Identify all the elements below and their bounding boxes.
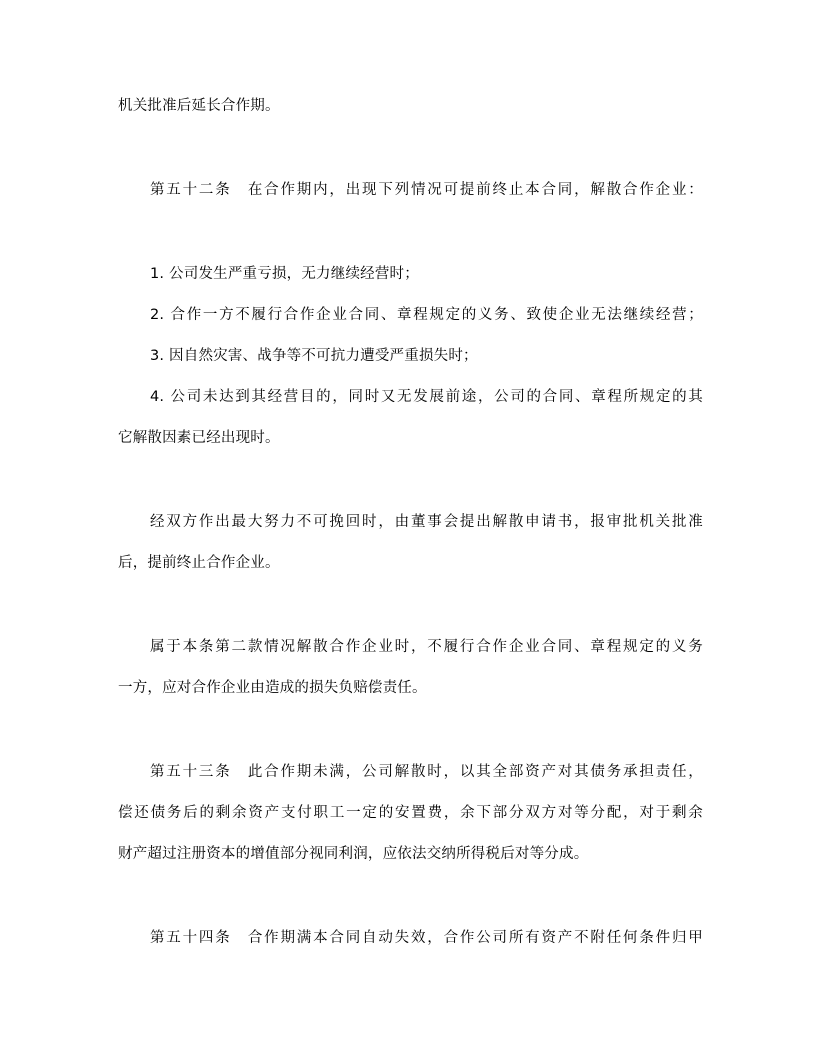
text-line: 机关批准后延长合作期。 — [118, 98, 280, 114]
article-53-line: 财产超过注册资本的增值部分视同利润，应依法交纳所得税后对等分成。 — [118, 846, 589, 862]
article-52-heading: 第五十二条 在合作期内，出现下列情况可提前终止本合同，解散合作企业： — [150, 182, 703, 198]
paragraph-line: 经双方作出最大努力不可挽回时，由董事会提出解散申请书，报审批机关批准 — [150, 514, 703, 530]
article-53-line: 第五十三条 此合作期未满，公司解散时，以其全部资产对其债务承担责任， — [150, 764, 703, 780]
list-item: 1. 公司发生严重亏损，无力继续经营时； — [150, 266, 419, 282]
list-item: 2. 合作一方不履行合作企业合同、章程规定的义务、致使企业无法继续经营； — [150, 307, 703, 323]
paragraph-line: 一方，应对合作企业由造成的损失负赔偿责任。 — [118, 680, 427, 696]
paragraph-line: 后，提前终止合作企业。 — [118, 555, 280, 571]
article-53-line: 偿还债务后的剩余资产支付职工一定的安置费，余下部分双方对等分配，对于剩余 — [118, 805, 703, 821]
text-line: 它解散因素已经出现时。 — [118, 430, 280, 446]
list-item: 4. 公司未达到其经营目的，同时又无发展前途，公司的合同、章程所规定的其 — [150, 389, 703, 405]
list-item: 3. 因自然灾害、战争等不可抗力遭受严重损失时； — [150, 348, 478, 364]
article-54-line: 第五十四条 合作期满本合同自动失效，合作公司所有资产不附任何条件归甲 — [150, 930, 703, 946]
paragraph-line: 属于本条第二款情况解散合作企业时，不履行合作企业合同、章程规定的义务 — [150, 639, 703, 655]
